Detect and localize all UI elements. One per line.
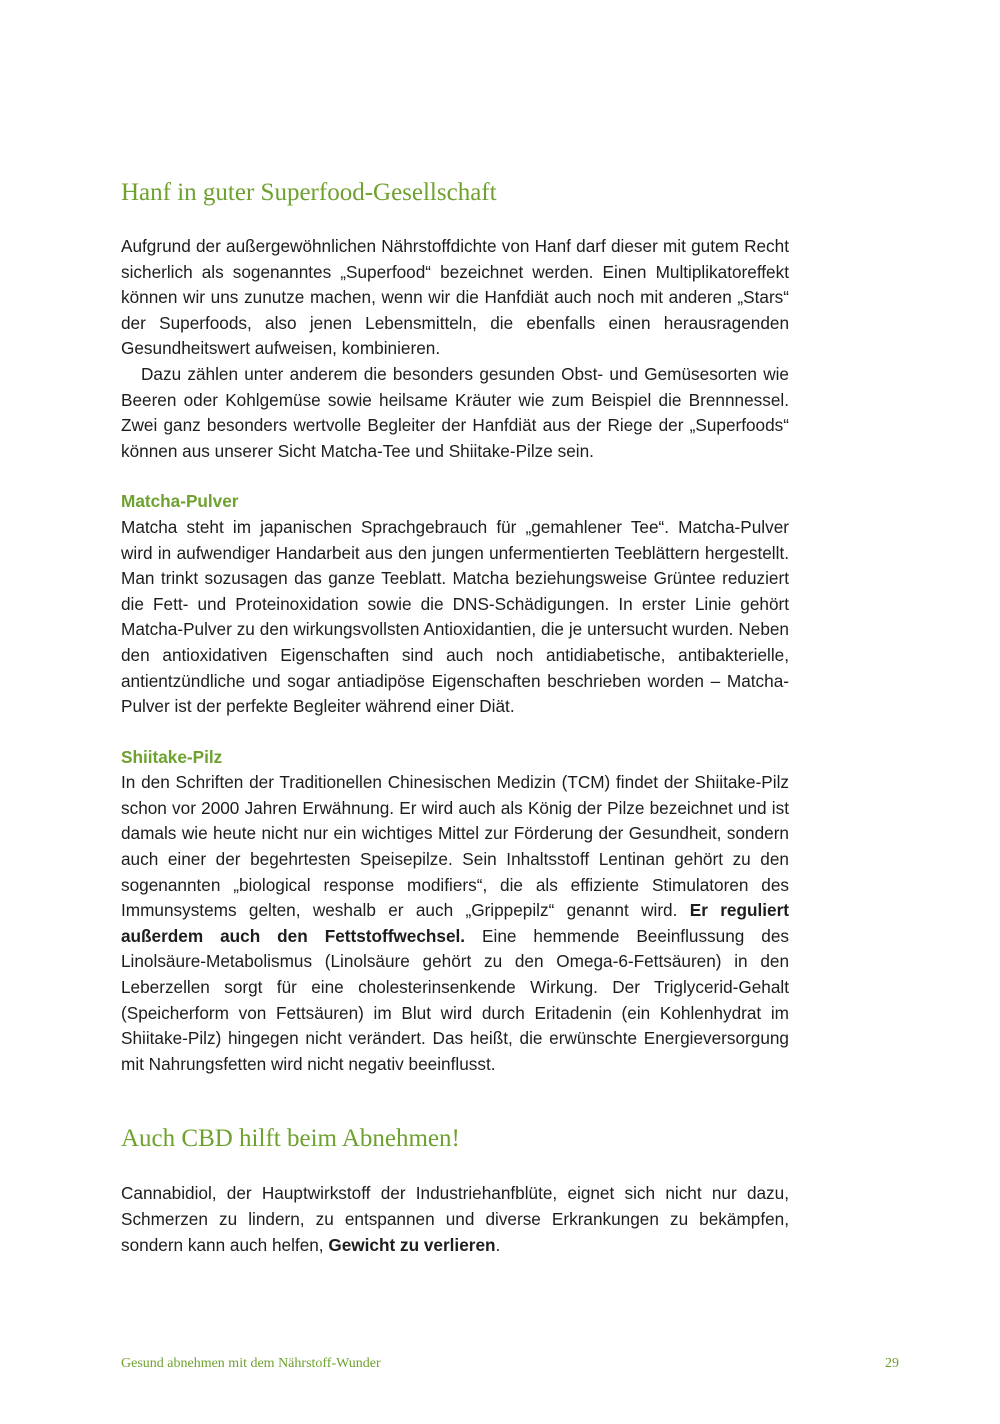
page-content	[121, 178, 789, 1258]
page-number: 29	[885, 1356, 899, 1371]
subheading-matcha: Matcha-Pulver	[121, 491, 239, 512]
paragraph-shiitake	[121, 770, 789, 1077]
footer-book-title: Gesund abnehmen mit dem Nährstoff-Wunder	[121, 1356, 381, 1371]
paragraph-superfood-intro: Aufgrund der außergewöhnlichen Nährstoffdichte von Hanf darf dieser mit gutem Recht sicherlich als sogenanntes „Superfood“ bezeichnet werden. Einen Multiplikatoreffekt können wir uns zunutze machen, wenn wir die Hanfdiät auch noch mit anderen „Stars“ der Superfoods, also jenen Lebensmitteln, die ebenfalls einen herausragenden Gesundheitswert aufweisen, kombinieren.	[121, 236, 789, 359]
cbd-text-part1: Cannabidiol, der Hauptwirkstoff der Industriehanfblüte, eignet sich nicht nur dazu, Schmerzen zu lindern, zu entspannen und diverse Erkrankungen zu bekämpfen, sondern kann auch helfen,	[121, 1183, 789, 1255]
shiitake-text-part1: In den Schriften der Traditionellen Chinesischen Medizin (TCM) findet der Shiitake-Pilz schon vor 2000 Jahren Erwähnung. Er wird auch als König der Pilze bezeichnet und ist damals wie heute nicht nur ein wichtiges Mittel zur Förderung der Gesundheit, sondern auch einer der begehrtesten Speisepilze. Sein Inhaltsstoff Lentinan gehört zu den sogenannten „biological response modifiers“, die als effiziente Stimulatoren des Immunsystems gelten, weshalb er auch „Grippepilz“ genannt wird.	[121, 772, 789, 921]
section-title-superfood: Hanf in guter Superfood-Gesellschaft	[121, 179, 497, 206]
paragraph-cbd	[121, 1181, 789, 1258]
subheading-shiitake: Shiitake-Pilz	[121, 746, 223, 767]
paragraph-matcha: Matcha steht im japanischen Sprachgebrauch für „gemahlener Tee“. Matcha-Pulver wird in aufwendiger Handarbeit aus den jungen unfermentierten Teeblättern hergestellt. Man trinkt sozusagen das ganze Teeblatt. Matcha beziehungsweise Grüntee reduziert die Fett- und Proteinoxidation sowie die DNS-Schädigungen. In erster Linie gehört Matcha-Pulver zu den wirkungsvollsten Antioxidantien, die je untersucht wurden. Neben den antioxidativen Eigenschaften sind auch noch antidiabetische, antibakterielle, antientzündliche und sogar antiadipöse Eigenschaften beschrieben worden – Matcha-Pulver ist der perfekte Begleiter während einer Diät.	[121, 516, 789, 717]
cbd-text-part2: .	[495, 1234, 501, 1255]
section-title-cbd: Auch CBD hilft beim Abnehmen!	[121, 1125, 460, 1153]
cbd-bold-statement: Gewicht zu verlieren	[328, 1234, 496, 1255]
shiitake-bold-statement: Er reguliert außerdem auch den Fettstoffwechsel.	[121, 900, 789, 946]
paragraph-superfood-examples: Dazu zählen unter anderem die besonders gesunden Obst- und Gemüsesorten wie Beeren oder Kohlgemüse sowie heilsame Kräuter wie zum Beispiel die Brennnessel. Zwei ganz besonders wertvolle Begleiter der Hanfdiät aus der Riege der „Superfoods“ können aus unserer Sicht Matcha-Tee und Shiitake-Pilze sein.	[121, 363, 789, 461]
page-footer	[121, 1356, 899, 1372]
shiitake-text-part2: Eine hemmende Beeinflussung des Linolsäure-Metabolismus (Linolsäure gehört zu den Omega-6-Fettsäuren) in den Leberzellen sorgt für eine cholesterinsenkende Wirkung. Der Triglycerid-Gehalt (Speicherform von Fettsäuren) im Blut wird durch Eritadenin (ein Kohlenhydrat im Shiitake-Pilz) hingegen nicht verändert. Das heißt, die erwünschte Energieversorgung mit Nahrungsfetten wird nicht negativ beeinflusst.	[121, 925, 789, 1074]
